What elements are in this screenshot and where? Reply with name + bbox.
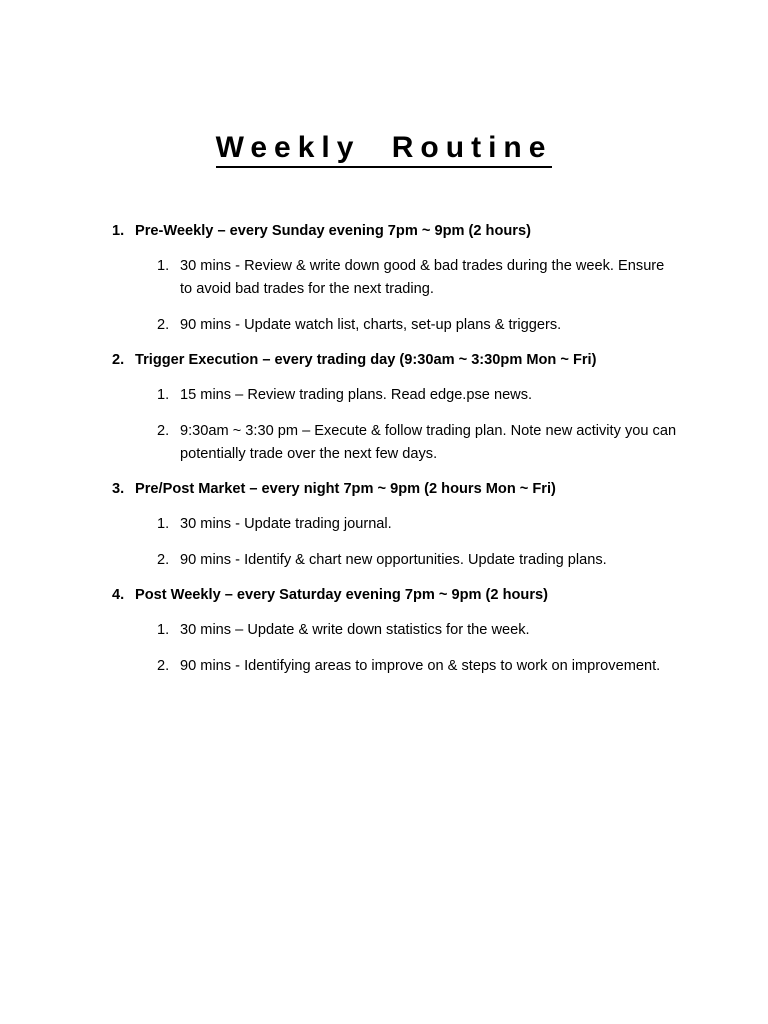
- section-number: 2.: [112, 352, 125, 368]
- routine-list: [112, 220, 692, 678]
- task-text: 15 mins – Review trading plans. Read edge.pse news.: [180, 387, 533, 403]
- section-heading: [112, 220, 692, 242]
- task-item: [112, 255, 692, 301]
- task-text: 9:30am ~ 3:30 pm – Execute & follow trading plan. Note new activity you can potentially trade over the next few days.: [180, 423, 677, 462]
- section-heading: [112, 478, 692, 500]
- section-heading: [112, 349, 692, 371]
- task-text: 90 mins - Identify & chart new opportunities. Update trading plans.: [180, 552, 607, 568]
- task-item: [112, 420, 692, 466]
- task-number: 1.: [157, 387, 170, 403]
- task-text: 90 mins - Update watch list, charts, set-up plans & triggers.: [180, 317, 562, 333]
- routine-section-trigger-execution: [112, 349, 692, 466]
- section-heading-text: Pre-Weekly – every Sunday evening 7pm ~ 9pm (2 hours): [135, 223, 531, 239]
- task-text: 30 mins – Update & write down statistics for the week.: [180, 622, 530, 638]
- task-list: [112, 384, 692, 466]
- task-number: 1.: [157, 622, 170, 638]
- section-number: 3.: [112, 481, 125, 497]
- task-number: 1.: [157, 258, 170, 274]
- task-number: 2.: [157, 423, 170, 439]
- section-heading: [112, 584, 692, 606]
- section-heading-text: Post Weekly – every Saturday evening 7pm ~ 9pm (2 hours): [135, 587, 548, 603]
- task-number: 2.: [157, 317, 170, 333]
- page-title: [0, 128, 768, 168]
- routine-section-post-weekly: [112, 584, 692, 678]
- page-title-text: Weekly Routine: [216, 130, 553, 168]
- task-item: [112, 384, 692, 407]
- task-number: 2.: [157, 552, 170, 568]
- task-item: [112, 549, 692, 572]
- task-number: 1.: [157, 516, 170, 532]
- section-number: 1.: [112, 223, 125, 239]
- section-heading-text: Trigger Execution – every trading day (9:30am ~ 3:30pm Mon ~ Fri): [135, 352, 597, 368]
- task-item: [112, 314, 692, 337]
- task-item: [112, 619, 692, 642]
- task-number: 2.: [157, 658, 170, 674]
- task-list: [112, 619, 692, 678]
- task-item: [112, 513, 692, 536]
- routine-section-pre-weekly: [112, 220, 692, 337]
- task-text: 90 mins - Identifying areas to improve on & steps to work on improvement.: [180, 658, 661, 674]
- task-text: 30 mins - Review & write down good & bad trades during the week. Ensure to avoid bad trades for the next trading.: [180, 258, 665, 297]
- routine-section-pre-post-market: [112, 478, 692, 572]
- task-item: [112, 655, 692, 678]
- task-text: 30 mins - Update trading journal.: [180, 516, 392, 532]
- task-list: [112, 513, 692, 572]
- task-list: [112, 255, 692, 337]
- section-heading-text: Pre/Post Market – every night 7pm ~ 9pm (2 hours Mon ~ Fri): [135, 481, 556, 497]
- section-number: 4.: [112, 587, 125, 603]
